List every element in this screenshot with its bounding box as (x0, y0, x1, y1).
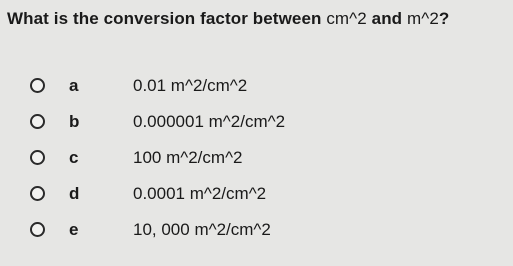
option-d[interactable] (0, 183, 513, 219)
option-value-d: 0.0001 m^2/cm^2 (133, 184, 267, 203)
question-prefix: What is the conversion factor between (7, 9, 322, 28)
radio-button-d[interactable] (30, 186, 45, 201)
option-letter-e: e (69, 220, 79, 239)
option-value-e: 10, 000 m^2/cm^2 (133, 220, 271, 239)
question-suffix: ? (438, 9, 450, 28)
option-letter-c: c (69, 148, 79, 167)
radio-button-e[interactable] (30, 222, 45, 237)
answer-options (0, 75, 513, 255)
question-unit-a: cm^2 (326, 9, 367, 28)
question-conjunction: and (371, 9, 403, 28)
option-value-b: 0.000001 m^2/cm^2 (133, 112, 286, 131)
option-value-c: 100 m^2/cm^2 (133, 148, 243, 167)
radio-button-b[interactable] (30, 114, 45, 129)
option-e[interactable] (0, 219, 513, 255)
option-b[interactable] (0, 111, 513, 147)
radio-button-c[interactable] (30, 150, 45, 165)
option-c[interactable] (0, 147, 513, 183)
question-unit-b: m^2 (407, 9, 439, 28)
radio-button-a[interactable] (30, 78, 45, 93)
question-text (7, 9, 449, 29)
option-letter-a: a (69, 76, 79, 95)
option-a[interactable] (0, 75, 513, 111)
option-value-a: 0.01 m^2/cm^2 (133, 76, 248, 95)
option-letter-d: d (69, 184, 80, 203)
option-letter-b: b (69, 112, 80, 131)
